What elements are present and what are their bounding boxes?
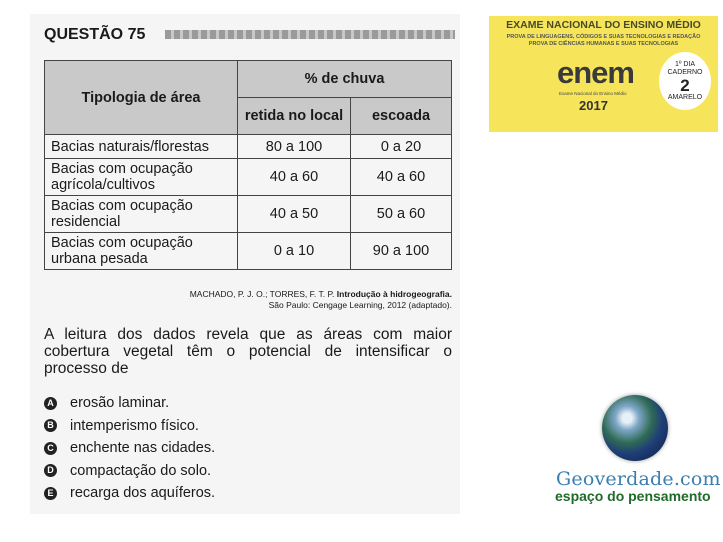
option-letter: C (44, 442, 57, 455)
enem-logo-sub: Exame Nacional do Ensino Médio (559, 91, 627, 96)
globe-icon (602, 395, 668, 461)
enem-subtitle-2: PROVA DE CIÊNCIAS HUMANAS E SUAS TECNOLOGIAS (528, 41, 679, 47)
enem-logo: enem (557, 55, 634, 90)
header-area: Tipologia de área (45, 61, 238, 135)
row-retida: 80 a 100 (238, 135, 351, 159)
option-b[interactable] (44, 415, 215, 438)
row-escoada: 90 a 100 (351, 233, 452, 270)
option-letter: D (44, 464, 57, 477)
option-c[interactable] (44, 437, 215, 460)
row-retida: 0 a 10 (238, 233, 351, 270)
source-authors: MACHADO, P. J. O.; TORRES, F. T. P. (189, 289, 335, 299)
option-letter: E (44, 487, 57, 500)
source-citation (140, 289, 452, 311)
enem-subtitle-1: PROVA DE LINGUAGENS, CÓDIGOS E SUAS TECNOLOGIAS E REDAÇÃO (506, 34, 701, 40)
row-escoada: 50 a 60 (351, 196, 452, 233)
question-stem: A leitura dos dados revela que as áreas com maior cobertura vegetal têm o potencial de intensificar o processo de (44, 326, 452, 377)
watermark-site: Geoverdade.com (556, 468, 721, 490)
watermark-tagline: espaço do pensamento (555, 488, 711, 504)
enem-badge (489, 16, 718, 132)
row-area: Bacias com ocupação residencial (45, 196, 238, 233)
title-rule (165, 30, 455, 39)
row-escoada: 0 a 20 (351, 135, 452, 159)
option-e[interactable] (44, 482, 215, 505)
caderno-number: 2 (680, 76, 690, 95)
table-row (45, 196, 452, 233)
caderno-seal (659, 52, 711, 110)
header-group: % de chuva (238, 61, 452, 98)
enem-subtitle (493, 34, 714, 48)
option-letter: B (44, 419, 57, 432)
caderno-color: AMARELO (667, 94, 703, 101)
table-row (45, 135, 452, 159)
row-area: Bacias naturais/florestas (45, 135, 238, 159)
source-book: Introdução à hidrogeografia. (336, 289, 452, 299)
row-escoada: 40 a 60 (351, 159, 452, 196)
options-list (44, 392, 215, 505)
option-text: compactação do solo. (70, 462, 212, 479)
option-d[interactable] (44, 460, 215, 483)
row-retida: 40 a 60 (238, 159, 351, 196)
option-text: enchente nas cidades. (70, 440, 216, 457)
header-retida: retida no local (238, 98, 351, 135)
row-area: Bacias com ocupação agrícola/cultivos (45, 159, 238, 196)
enem-year: 2017 (579, 98, 608, 113)
day-label: 1º DIA (674, 61, 696, 68)
caderno-label: CADERNO (667, 69, 703, 76)
rain-table (44, 60, 452, 270)
enem-heading: EXAME NACIONAL DO ENSINO MÉDIO (506, 19, 701, 31)
table-row (45, 233, 452, 270)
option-text: recarga dos aquíferos. (70, 485, 216, 502)
option-text: intemperismo físico. (70, 417, 199, 434)
question-title: QUESTÃO 75 (44, 26, 146, 43)
header-escoada: escoada (351, 98, 452, 135)
row-area: Bacias com ocupação urbana pesada (45, 233, 238, 270)
option-text: erosão laminar. (70, 395, 170, 412)
option-letter: A (44, 397, 57, 410)
option-a[interactable] (44, 392, 215, 415)
row-retida: 40 a 50 (238, 196, 351, 233)
table-row (45, 159, 452, 196)
source-publisher: São Paulo: Cengage Learning, 2012 (adaptado). (268, 300, 452, 310)
